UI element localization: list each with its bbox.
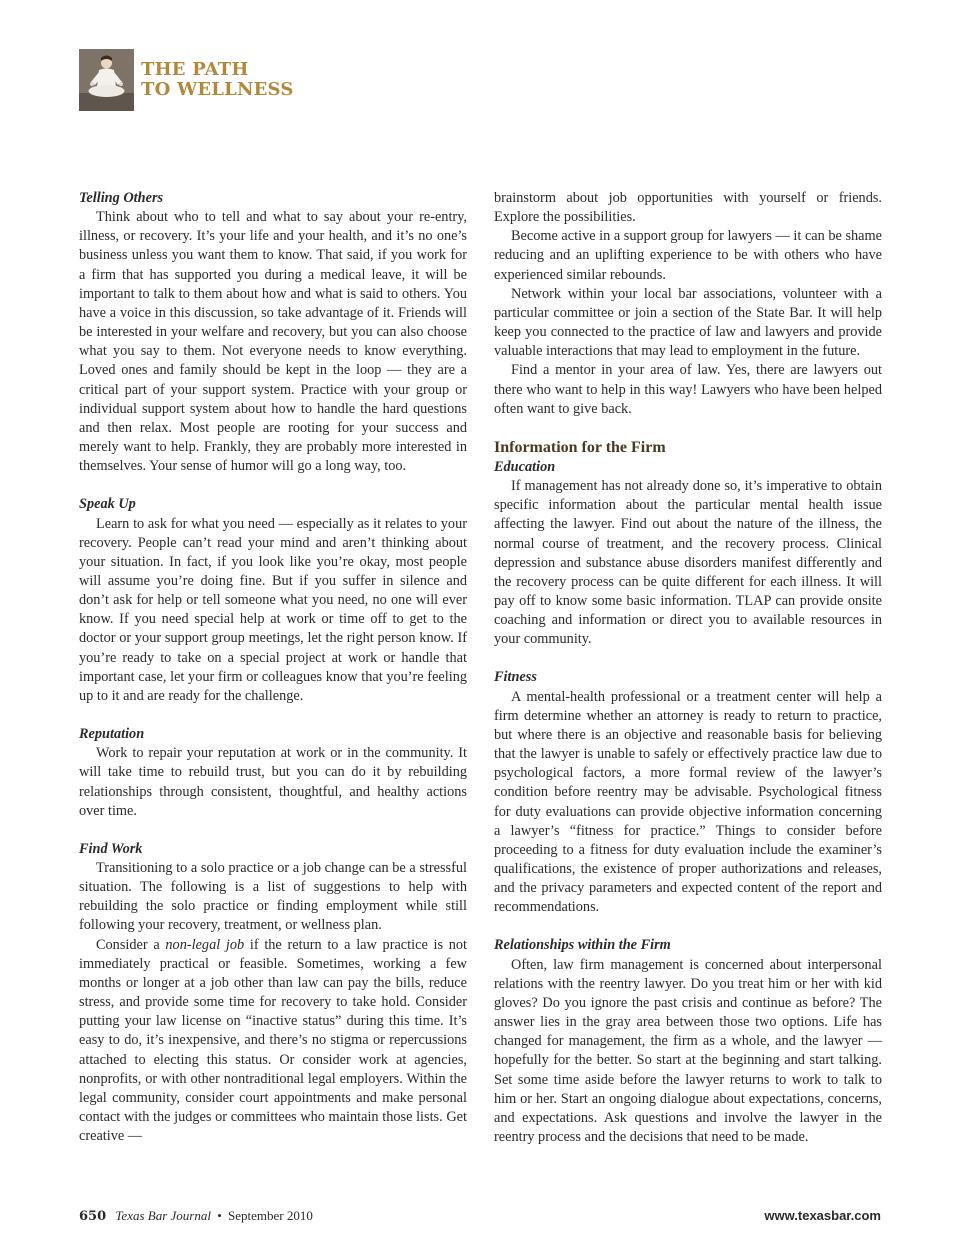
footer-separator: • [217, 1208, 222, 1223]
relationships-paragraph: Often, law firm management is concerned about interpersonal relations with the reentry lawyer. Do you treat him or her with kid gloves? Do you ignore the past crisis and continue as before? The answer lies in the gray area between those two options. Life has changed for management, the firm as a whole, and the lawyer — hopefully for the better. So start at the beginning and start talking. Set some time aside before the lawyer returns to work to talk to him or her. Start an ongoing dialogue about expectations, concerns, and expectations. Ask questions and involve the lawyer in the reentry process and the decisions that need to be made. [494, 956, 882, 1146]
heading-find-work: Find Work [79, 840, 143, 857]
fitness-paragraph: A mental-health professional or a treatment center will help a firm determine whether an attorney is ready to return to practice, but where there is an objective and reasonable basis for believing that the lawyer is unable to safely or effectively practice law due to psychological factors, a more formal review of the lawyer’s condition before reentry may be advisable. Psychological fitness for duty evaluations can provide objective information concerning a lawyer’s “fitness for practice.” Things to consider before proceeding to a fitness for duty evaluation include the examiner’s qualifications, the existence of proper authorizations and releases, and the privacy parameters and expected content of the report and recommendations. [494, 688, 882, 916]
continued-paragraph: brainstorm about job opportunities with yourself or friends. Explore the possibilities. [494, 190, 882, 226]
heading-reputation: Reputation [79, 726, 145, 743]
heading-education: Education [494, 458, 556, 475]
journal-name: Texas Bar Journal [115, 1208, 211, 1223]
section-title [141, 60, 361, 100]
heading-information-for-the-firm: Information for the Firm [494, 438, 666, 456]
mentor-paragraph: Find a mentor in your area of law. Yes, there are lawyers out there who want to help in this way! Lawyers who have been helped often want to give back. [494, 362, 882, 417]
heading-telling-others: Telling Others [79, 190, 164, 206]
text-span: if the return to a law practice is not immediately practical or feasible. Sometimes, working a few months or longer at a job other than law can pay the bills, reduce stress, and provide some time for recovery to take hold. Consider putting your law license on “inactive status” during this time. It’s easy to do, it’s inexpensive, and there’s no stigma or repercussions attached to electing this status. Or consider work at agencies, nonprofits, or with other nontraditional legal employers. Within the legal community, consider court appointments and make personal contact with the judges or committees who maintain those lists. Get creative — [79, 936, 468, 1145]
heading-fitness: Fitness [494, 669, 537, 686]
left-column [79, 189, 467, 1146]
page-number: 650 [79, 1209, 107, 1224]
find-work-paragraph-2 [79, 936, 467, 1147]
speak-up-paragraph: Learn to ask for what you need — especially as it relates to your recovery. People can’t read your mind and aren’t thinking about your situation. In fact, if you look like you’re okay, most people will assume you’re doing fine. But if you suffer in silence and don’t ask for help or tell someone what you need, no one will ever know. If you need special help at work or time off to get to the doctor or your support group meetings, let the right person know. If you’re ready to take on a special project at work or handle that important case, let your firm or colleagues know that you’re feeling up to it and are ready for the challenge. [79, 515, 467, 704]
meditating-person-icon [79, 49, 134, 111]
telling-others-paragraph: Think about who to tell and what to say about your re-entry, illness, or recovery. It’s your life and your health, and it’s no one’s business unless you want them to know. That said, if you work for a firm that has supported you during a medical leave, it will be important to talk to them about how and what is said to others. You have a voice in this discussion, so take advantage of it. Friends will be interested in your welfare and recovery, but you can also choose what you say to them. Not everyone needs to know everything. Loved ones and family should be kept in the loop — they are a critical part of your support system. Practice with your group or individual support system about how to handle the hard questions and then relax. Most people are rooting for your success and merely want to help. Frankly, they are probably more interested in themselves. Your sense of humor will go a long way, too. [79, 209, 467, 475]
title-line-1: THE PATH [141, 59, 249, 80]
heading-speak-up: Speak Up [79, 496, 136, 513]
meditation-photo [79, 49, 134, 111]
heading-relationships: Relationships within the Firm [494, 937, 671, 954]
text-span: Consider a [96, 936, 166, 953]
title-line-2: TO WELLNESS [141, 79, 294, 100]
education-paragraph: If management has not already done so, it’s imperative to obtain specific information about the particular mental health issue affecting the lawyer. Find out about the nature of the illness, the normal course of treatment, and the recovery process. Clinical depression and substance abuse disorders manifest differently and the recovery process can be quite different for each illness. It will pay off to know some basic information. TLAP can provide onsite coaching and information or direct you to available resources in your community. [494, 478, 882, 648]
reputation-paragraph: Work to repair your reputation at work or in the community. It will take time to rebuild trust, but you can do it by rebuilding relationships through consistent, thoughtful, and healthy actions over time. [79, 745, 467, 819]
emphasis-non-legal-job: non-legal job [165, 936, 245, 953]
right-column [494, 189, 882, 1147]
issue-date: September 2010 [228, 1208, 313, 1223]
support-group-paragraph: Become active in a support group for lawyers — it can be shame reducing and an uplifting experience to be with others who have experienced similar rebounds. [494, 228, 882, 283]
network-paragraph: Network within your local bar associations, volunteer with a particular committee or join a section of the State Bar. It will help keep you connected to the practice of law and lawyers and provide valuable interactions that may lead to employment in the future. [494, 285, 882, 360]
find-work-paragraph-1: Transitioning to a solo practice or a job change can be a stressful situation. The following is a list of suggestions to help with rebuilding the solo practice or finding employment while still following your recovery, treatment, or wellness plan. [79, 860, 467, 934]
page-footer [79, 1208, 881, 1228]
website-link[interactable]: www.texasbar.com [764, 1208, 881, 1223]
